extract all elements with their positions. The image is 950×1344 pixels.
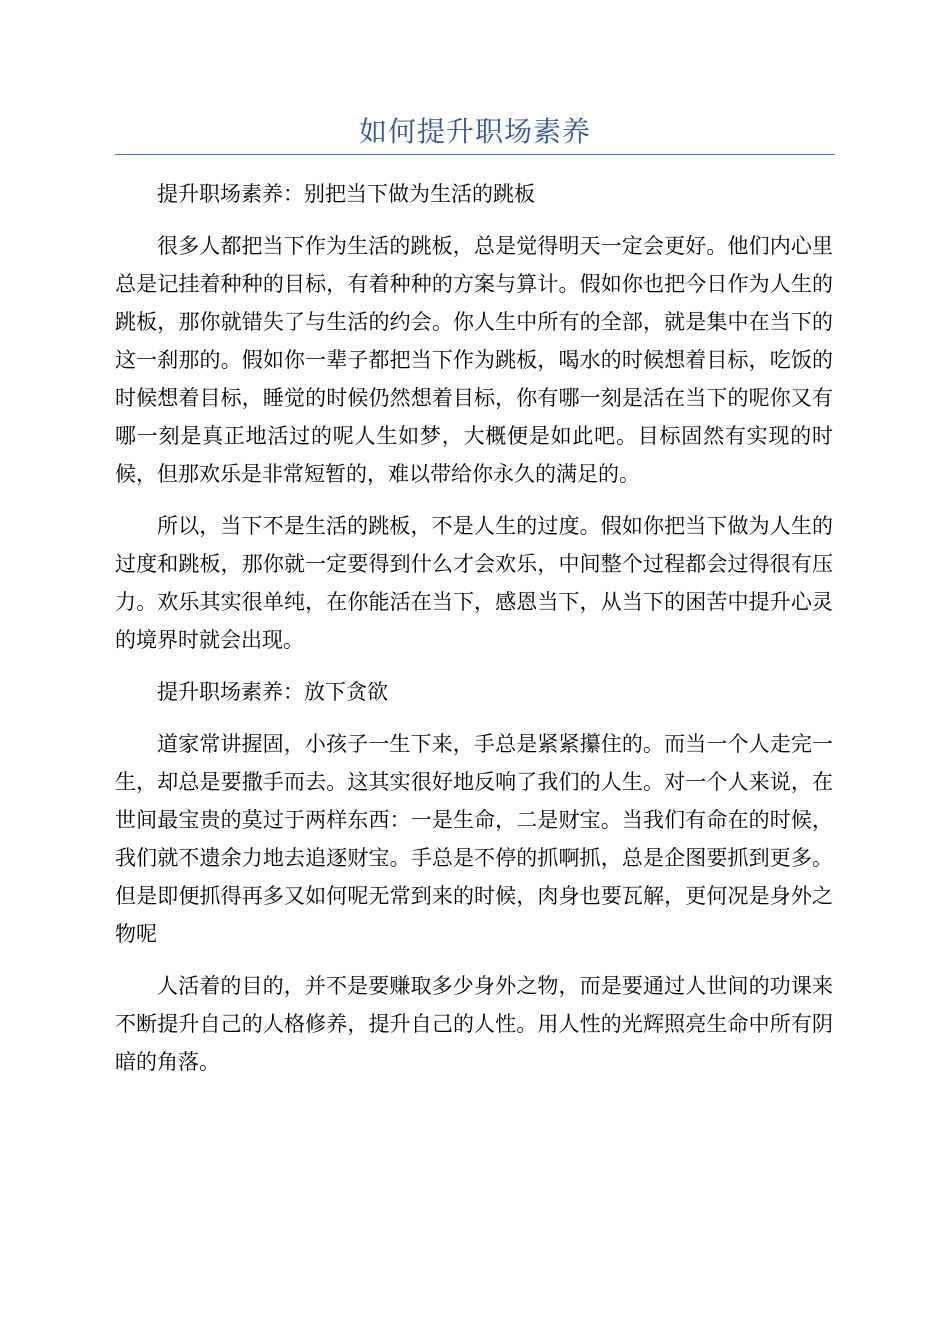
paragraph-2: 所以，当下不是生活的跳板，不是人生的过度。假如你把当下做为人生的过度和跳板，那你就一定要得到什么才会欢乐，中间整个过程都会过得很有压力。欢乐其实很单纯，在你能活在当下，感恩当下，从当下的困苦中提升心灵的境界时就会出现。: [115, 514, 833, 652]
document-title: 如何提升职场素养: [358, 115, 591, 148]
title-underline: [115, 154, 835, 155]
document-body: [115, 175, 833, 1095]
section-heading-2: 提升职场素养：放下贪欲: [157, 680, 388, 704]
section-heading-1: 提升职场素养：别把当下做为生活的跳板: [157, 182, 535, 206]
paragraph-3: 道家常讲握固，小孩子一生下来，手总是紧紧攥住的。而当一个人走完一生，却总是要撒手而去。这其实很好地反响了我们的人生。对一个人来说，在世间最宝贵的莫过于两样东西：一是生命，二是财宝。当我们有命在的时候，我们就不遗余力地去追逐财宝。手总是不停的抓啊抓，总是企图要抓到更多。但是即便抓得再多又如何呢无常到来的时候，肉身也要瓦解，更何况是身外之物呢: [115, 732, 833, 946]
paragraph-4: 人活着的目的，并不是要赚取多少身外之物，而是要通过人世间的功课来不断提升自己的人格修养，提升自己的人性。用人性的光辉照亮生命中所有阴暗的角落。: [115, 974, 833, 1074]
paragraph-1: 很多人都把当下作为生活的跳板，总是觉得明天一定会更好。他们内心里总是记挂着种种的目标，有着种种的方案与算计。假如你也把今日作为人生的跳板，那你就错失了与生活的约会。你人生中所有的全部，就是集中在当下的这一刹那的。假如你一辈子都把当下作为跳板，喝水的时候想着目标，吃饭的时候想着目标，睡觉的时候仍然想着目标，你有哪一刻是活在当下的呢你又有哪一刻是真正地活过的呢人生如梦，大概便是如此吧。目标固然有实现的时候，但那欢乐是非常短暂的，难以带给你永久的满足的。: [115, 234, 833, 486]
